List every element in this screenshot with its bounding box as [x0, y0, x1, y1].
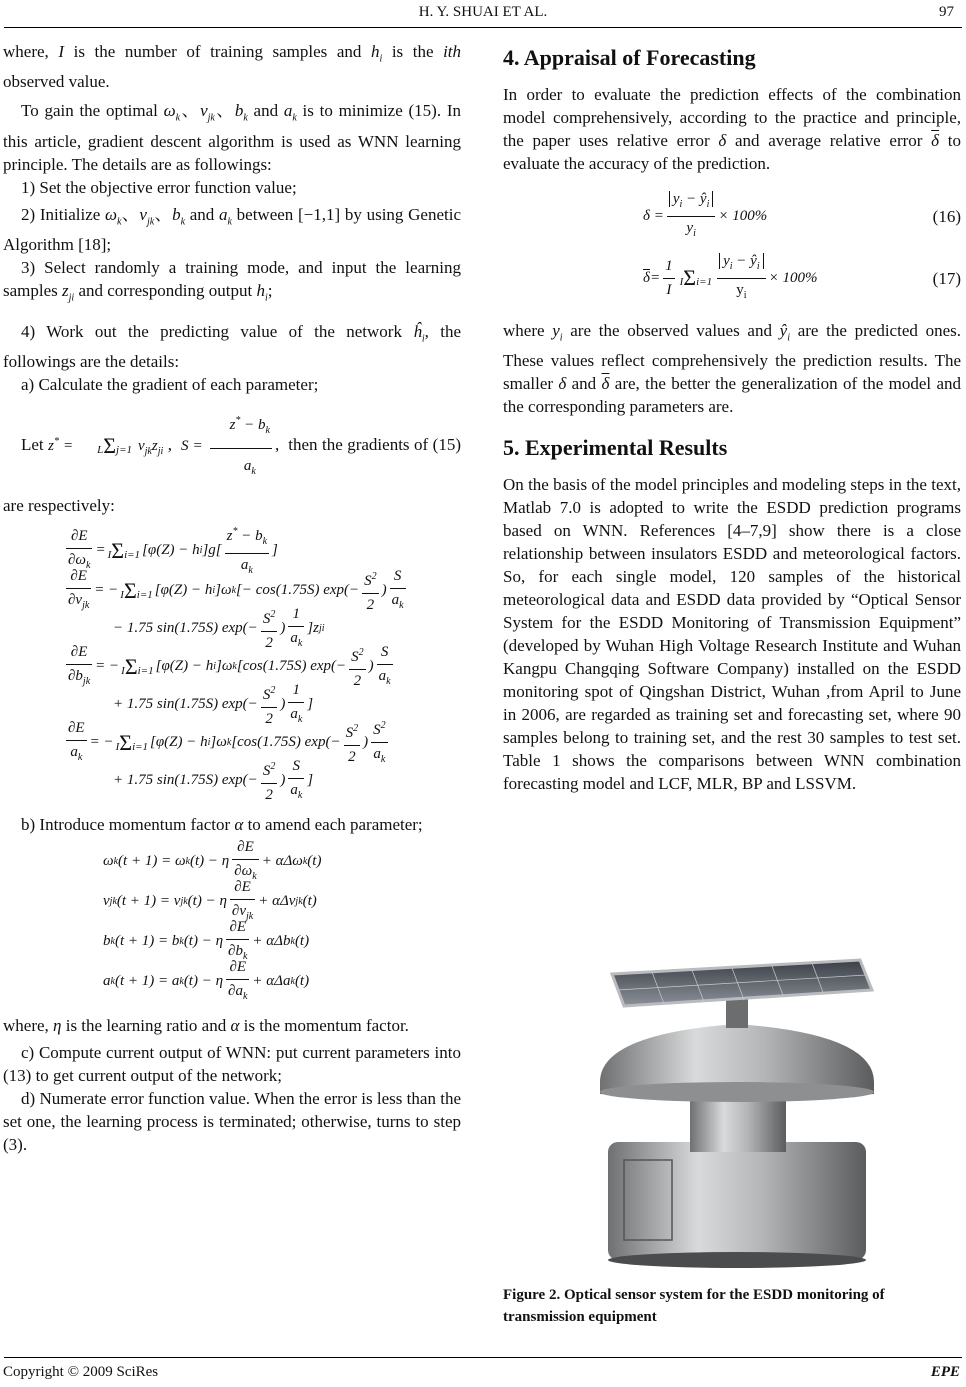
step-4d: d) Numerate error function value. When the error is less than the set one, the learning process is terminated; otherwise, turns to step (3). [3, 1088, 461, 1154]
gradient-a-cont: + 1.75 sin(1.75S) exp(− $\frac{S^2}{2}$ ) $\frac{S}{a_k}$ ] [3, 763, 461, 799]
running-header [0, 4, 966, 28]
gradient-omega: $\frac{\partial E}{\partial\omega_k}$ = IΣi=1 [φ(Z) − h i ]g[ $\frac{z^* - b_k}{a_k}$ ] [3, 531, 461, 571]
page-number: 97 [939, 4, 954, 20]
step-4: 4) Work out the predicting value of the network $ĥ_i$, the followings are the details: [3, 321, 461, 371]
step-4b: b) Introduce momentum factor α to amend each parameter; [21, 814, 423, 834]
footer-journal: EPE [930, 1364, 960, 1380]
paragraph-optimal: To gain the optimal $\omega_k$、$v_{jk}$、$b_k$ and $a_k$ is to minimize (15). In this article, gradient descent algorithm is used as WNN learning principle. The details are as followings: [3, 101, 461, 174]
paragraph-where-I: where, I is the number of training samples and $h_i$ is the ith observed value. [3, 42, 462, 92]
equation-17-number: (17) [932, 268, 961, 288]
figure-2-caption: Figure 2. Optical sensor system for the ESDD monitoring of transmission equipment [503, 1287, 885, 1325]
let-definition: Let z* = LΣj=1 $v_{jk}z_{ji}$ , S = $\frac{z^* - b_k}{a_k}$ , then the gradients of (15) are respectively: [3, 404, 461, 523]
left-column [3, 40, 461, 1156]
gradient-v: $\frac{\partial E}{\partial v_{jk}}$ = − IΣi=1 [φ(Z) − h i ]ω k [− cos(1.75S) exp(− $\frac{S^2}{2}$ ) $\frac{S}{a_k}$ [3, 571, 461, 611]
running-title: H. Y. SHUAI ET AL. [418, 4, 548, 20]
sensor-illustration [590, 942, 886, 1268]
update-omega: ω k (t + 1) = ω k (t) − η $\frac{\partial E}{\partial\omega_k}$ + αΔω k (t) [3, 842, 461, 882]
section-5-paragraph: On the basis of the model principles and modeling steps in the text, Matlab 7.0 is adopted to write the ESDD prediction programs based on WNN. References [4–7,9] show there is a close relationship between insulators ESDD and meteorological factors. So, for each single model, 120 samples of the historical meteorological data and ESDD data provided by “Optical Sensor System for the ESDD Monitoring of Transmission Equipment” (developed by Wuhan High Voltage Research Institute and Wuhan Kangpu Changqing Software Company) installed on the ESDD monitoring spot of Qingshan District, Wuhan ,from April to June in 2006, are regarded as training set and forecasting set, where 90 samples belong to training set, and the rest 30 samples to test set. Table 1 shows the comparisons between WNN combination forecasting model and LCF, MLR, BP and LSSVM. [503, 475, 961, 794]
gradient-equations [3, 525, 461, 803]
step-1: 1) Set the objective error function value; [21, 177, 297, 197]
footer-rule [4, 1357, 962, 1358]
header-rule [4, 27, 962, 28]
equation-16: δ = $\frac{y_i - ŷ_i}{y_i}$ × 100% (16) [503, 185, 961, 247]
step-2: 2) Initialize $\omega_k$、$v_{jk}$、$b_k$ and $a_k$ between [−1,1] by using Genetic Algorithm [18]; [3, 204, 461, 255]
gradient-b-cont: + 1.75 sin(1.75S) exp(− $\frac{S^2}{2}$ ) $\frac{1}{a_k}$ ] [3, 687, 461, 723]
section-4-title: 4. Appraisal of Forecasting [503, 45, 756, 70]
footer-copyright: Copyright © 2009 SciRes [3, 1364, 159, 1380]
equation-17: $\overline{\delta}$ = $\frac{1}{I}$ IΣi=1 $\frac{y_i - ŷ_i}{y_i}$ × 100% (17) [503, 247, 961, 309]
gradient-b: $\frac{\partial E}{\partial b_{jk}}$ = − IΣi=1 [φ(Z) − h i ]ω k [cos(1.75S) exp(− $\frac{S^2}{2}$ ) $\frac{S}{a_k}$ [3, 647, 461, 687]
section-4-paragraph-2: where $y_i$ are the observed values and $ŷ_i$ are the predicted ones. These values reflect comprehensively the prediction results. The smaller δ and $\overline{\delta}$ are, the better the generalization of the model and the corresponding parameters are. [503, 321, 961, 417]
section-4-paragraph: In order to evaluate the prediction effects of the combination model comprehensively, according to the practice and principle, the paper uses relative error δ and average relative error $\overline{\delta}$ to evaluate the accuracy of the prediction. [503, 85, 961, 173]
gradient-a: $\frac{\partial E}{a_k}$ = − IΣi=1 [φ(Z) − h i ]ω k [cos(1.75S) exp(− $\frac{S^2}{2}$ ) $\frac{S^2}{a_k}$ [3, 723, 461, 763]
right-column [503, 40, 961, 795]
update-equations [3, 838, 461, 1002]
step-4c: c) Compute current output of WNN: put current parameters into (13) to get current output of the network; [3, 1042, 461, 1085]
step-3: 3) Select randomly a training mode, and input the learning samples $z_{ji}$ and corresponding output $h_i$; [3, 258, 461, 304]
section-5-title: 5. Experimental Results [503, 435, 728, 461]
figure-2-sensor-photo [590, 942, 886, 1268]
equation-16-number: (16) [932, 206, 961, 226]
solar-panel [612, 960, 872, 1006]
gradient-v-cont: − 1.75 sin(1.75S) exp(− $\frac{S^2}{2}$ ) $\frac{1}{a_k}$ ]z ji [3, 611, 461, 647]
update-b: b k (t + 1) = b k (t) − η $\frac{\partial E}{\partial b_k}$ + αΔb k (t) [3, 922, 461, 962]
update-a: a k (t + 1) = a k (t) − η $\frac{\partial E}{\partial a_k}$ + αΔa k (t) [3, 962, 461, 1002]
step-4a: a) Calculate the gradient of each parameter; [21, 374, 319, 394]
update-v: v jk (t + 1) = v jk (t) − η $\frac{\partial E}{\partial v_{jk}}$ + αΔv jk (t) [3, 882, 461, 922]
paragraph-where-eta: where, η is the learning ratio and α is the momentum factor. [3, 1015, 409, 1035]
